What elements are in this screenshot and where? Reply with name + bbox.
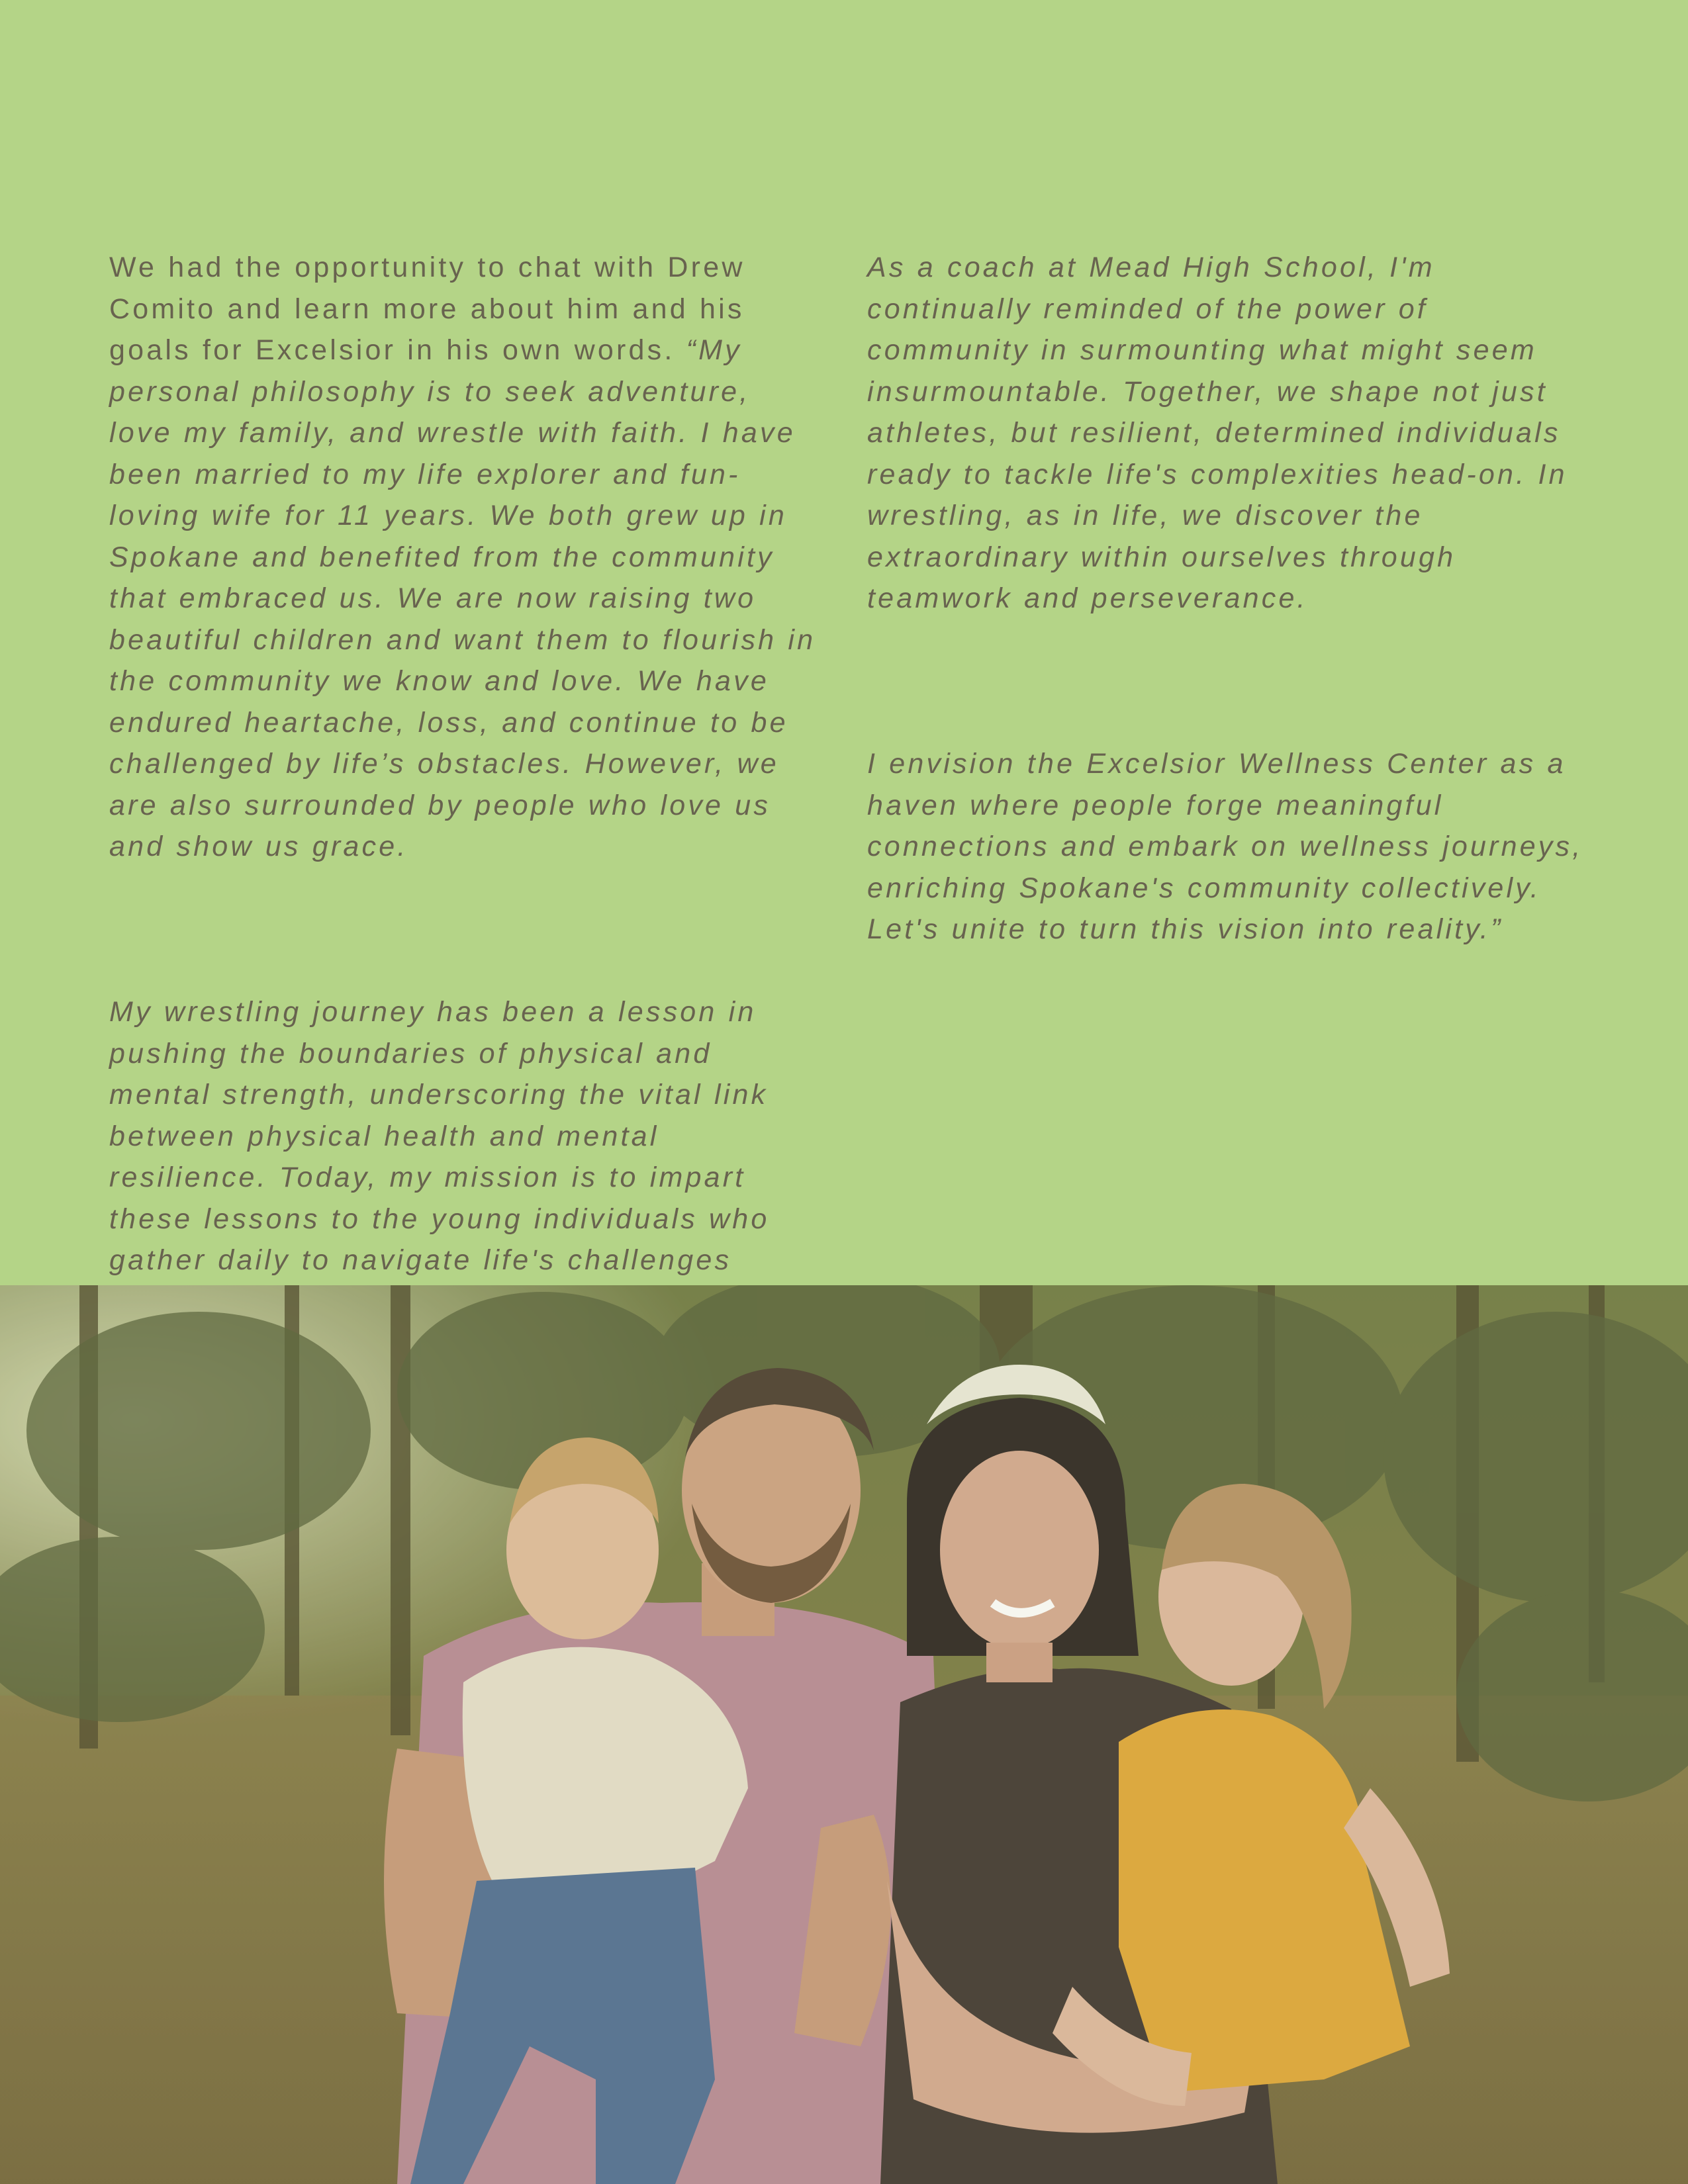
family-portrait-photo xyxy=(0,1285,1688,2184)
family-photo-illustration xyxy=(0,1285,1688,2184)
coach-paragraph: As a coach at Mead High School, I'm continually reminded of the power of community in surmounting what might seem insurmountable. Together, we shape not just athletes, but resilient, determined individuals ready to tackle life's complexities head-on. In wrestling, as in life, we discover the extraordinary within ourselves through teamwork and perseverance. xyxy=(867,251,1579,614)
right-column xyxy=(867,164,1595,1074)
intro-paragraph xyxy=(109,247,827,868)
left-column xyxy=(109,164,827,1447)
vision-paragraph: I envision the Excelsior Wellness Center as a haven where people forge meaningful connections and embark on wellness journeys, enriching Spokane's community collectively. Let's unite to turn this vision into reality.” xyxy=(867,748,1595,945)
intro-quote-text: “My personal philosophy is to seek adventure, love my family, and wrestle with faith. I have been married to my life explorer and fun-loving wife for 11 years. We both grew up in Spokane and benefited from the community that embraced us. We are now raising two beautiful children and want them to flourish in the community we know and love. We have endured heartache, loss, and continue to be challenged by life’s obstacles. However, we are also surrounded by people who love us and show us grace. xyxy=(109,334,827,862)
intro-plain-text: We had the opportunity to chat with Drew Comito and learn more about him and his goals for Excelsior in his own words. xyxy=(109,251,757,366)
wrestling-journey-paragraph: My wrestling journey has been a lesson in pushing the boundaries of physical and mental strength, underscoring the vital link between physical health and mental resilience. Today, my mission is to impart these lessons to the young individuals who gather daily to navigate life's challenges xyxy=(109,996,770,1276)
